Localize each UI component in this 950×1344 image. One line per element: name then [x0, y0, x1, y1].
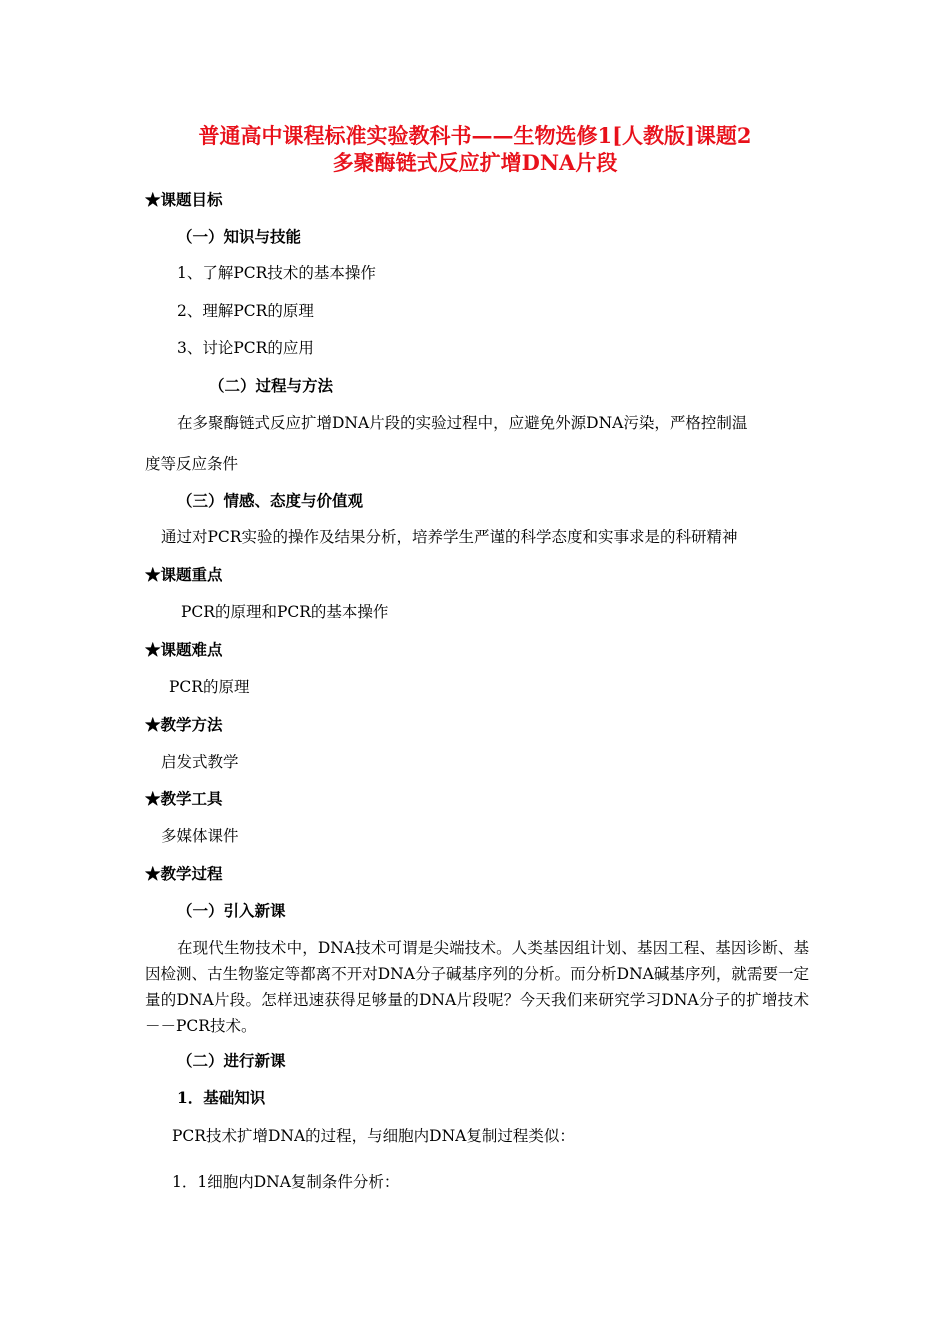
intro-heading: （一）引入新课	[177, 901, 286, 920]
method-text: 启发式教学	[161, 753, 239, 771]
new-lesson-heading: （二）进行新课	[177, 1051, 286, 1070]
focus-heading: ★课题重点	[145, 565, 223, 584]
difficulty-text: PCR的原理	[169, 678, 250, 696]
document-title-line-2: 多聚酶链式反应扩增DNA片段	[332, 150, 618, 175]
attitude-values-heading: （三）情感、态度与价值观	[177, 491, 364, 510]
knowledge-item: 1、了解PCR技术的基本操作	[177, 264, 376, 282]
method-heading: ★教学方法	[145, 715, 223, 734]
intro-paragraph: 在现代生物技术中，DNA技术可谓是尖端技术。人类基因组计划、基因工程、基因诊断、基因检测、古生物鉴定等都离不开对DNA分子碱基序列的分析。而分析DNA碱基序列，就需要一定量的DNA片段。怎样迅速获得足够量的DNA片段呢？今天我们来研究学习DNA分子的扩增技术－－PCR技术。	[145, 939, 809, 1035]
focus-text: PCR的原理和PCR的基本操作	[181, 603, 389, 621]
knowledge-skills-heading: （一）知识与技能	[177, 227, 302, 246]
knowledge-item: 2、理解PCR的原理	[177, 302, 314, 320]
basics-text: PCR技术扩增DNA的过程，与细胞内DNA复制过程类似：	[172, 1127, 575, 1145]
basics-heading: 1．基础知识	[177, 1088, 266, 1107]
process-method-text: 在多聚酶链式反应扩增DNA片段的实验过程中，应避免外源DNA污染，严格控制温	[177, 414, 748, 432]
teaching-process-heading: ★教学过程	[145, 864, 223, 883]
goals-heading: ★课题目标	[145, 190, 223, 209]
process-method-text-continued: 度等反应条件	[145, 455, 239, 473]
tools-heading: ★教学工具	[145, 789, 223, 808]
attitude-values-text: 通过对PCR实验的操作及结果分析，培养学生严谨的科学态度和实事求是的科研精神	[161, 528, 738, 546]
dna-replication-subheading: 1．1细胞内DNA复制条件分析：	[172, 1173, 400, 1191]
difficulty-heading: ★课题难点	[145, 640, 223, 659]
knowledge-item: 3、讨论PCR的应用	[177, 339, 314, 357]
document-title-line-1: 普通高中课程标准实验教科书——生物选修1[人教版]课题2	[198, 123, 752, 148]
tools-text: 多媒体课件	[161, 827, 239, 845]
process-method-heading: （二）过程与方法	[209, 376, 334, 395]
